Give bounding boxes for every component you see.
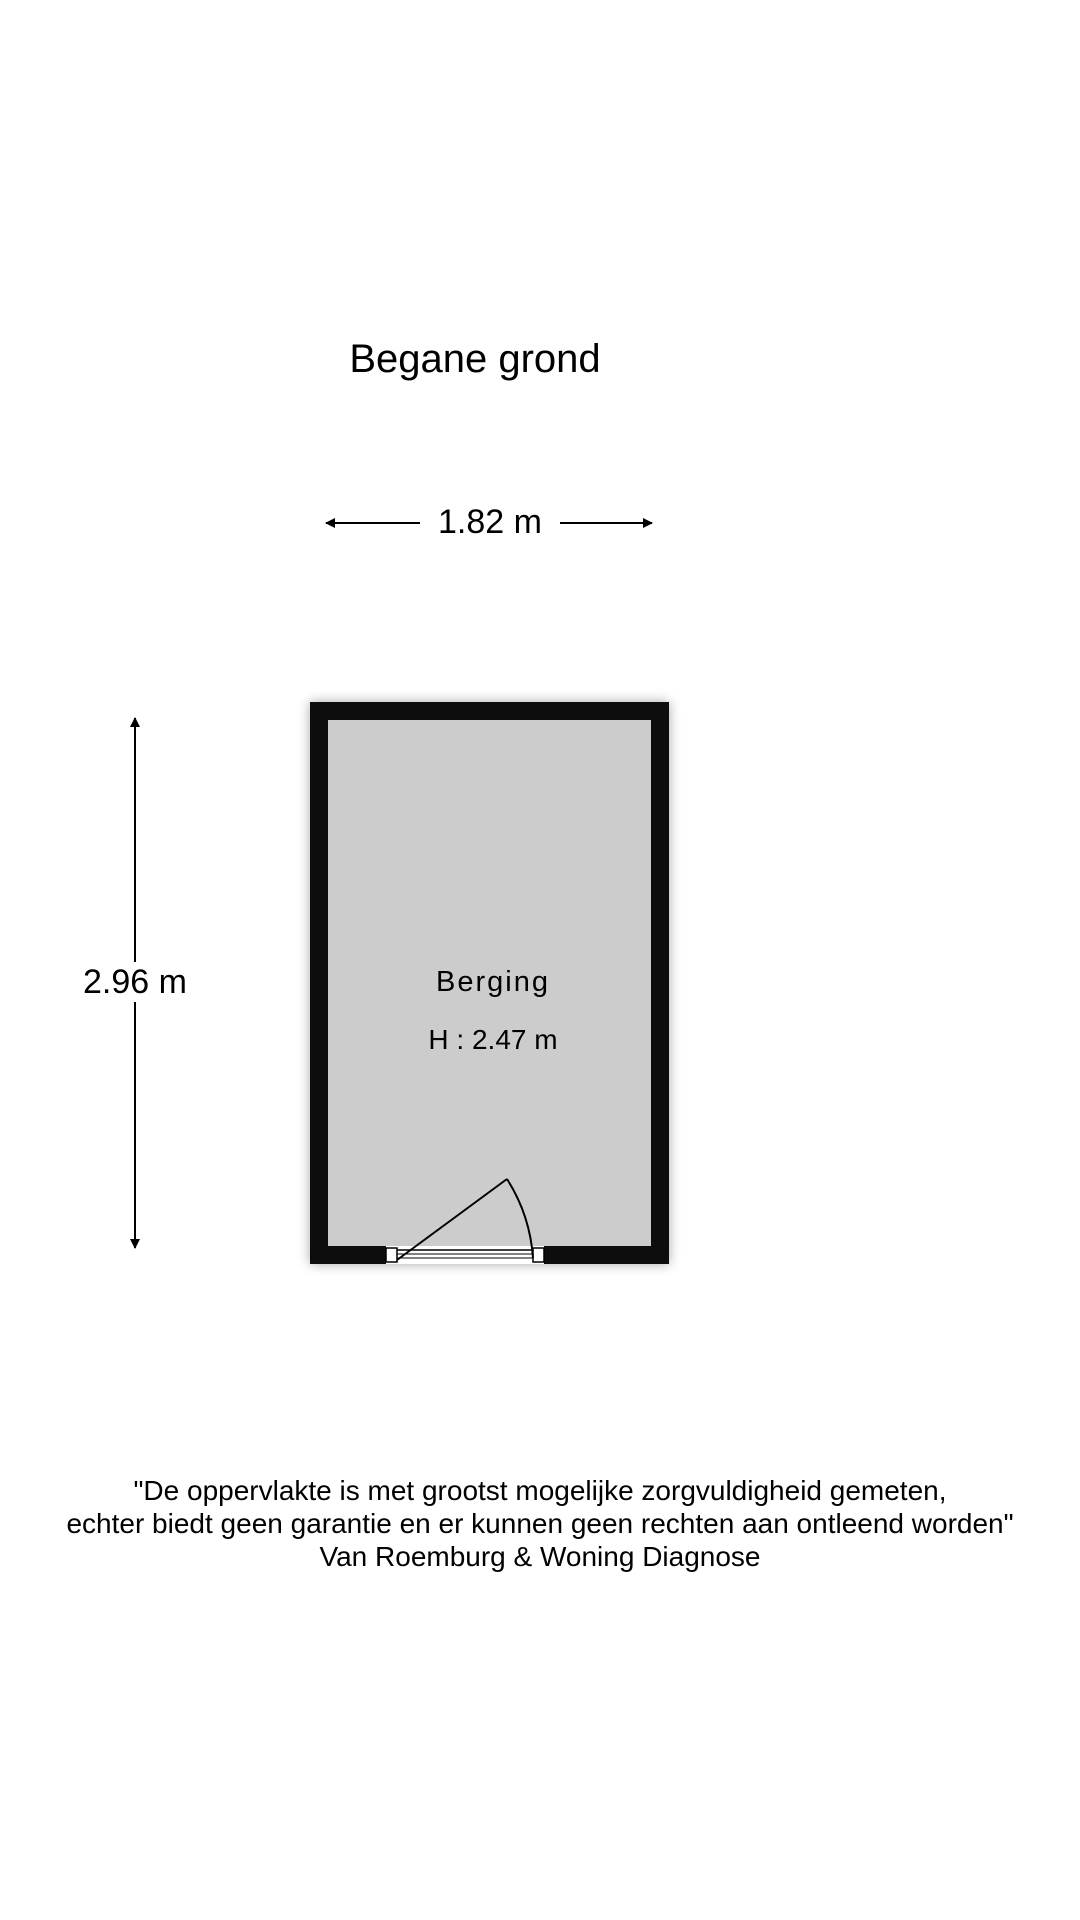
room-name-label: Berging: [436, 966, 550, 998]
door-opening: [386, 1246, 544, 1264]
door-jamb-left: [386, 1248, 397, 1262]
disclaimer-line-1: "De oppervlakte is met grootst mogelijke zorgvuldigheid gemeten,: [133, 1475, 947, 1506]
disclaimer-line-3: Van Roemburg & Woning Diagnose: [319, 1541, 761, 1572]
disclaimer: [0, 1474, 1080, 1573]
room-ceiling-height-label: H : 2.47 m: [428, 1024, 558, 1055]
width-dimension-label: 1.82 m: [420, 502, 560, 542]
door-jamb-right: [533, 1248, 544, 1262]
disclaimer-line-2: echter biedt geen garantie en er kunnen geen rechten aan ontleend worden": [66, 1508, 1014, 1539]
floor-title: Begane grond: [349, 337, 601, 381]
height-dimension-label: 2.96 m: [60, 962, 210, 1002]
